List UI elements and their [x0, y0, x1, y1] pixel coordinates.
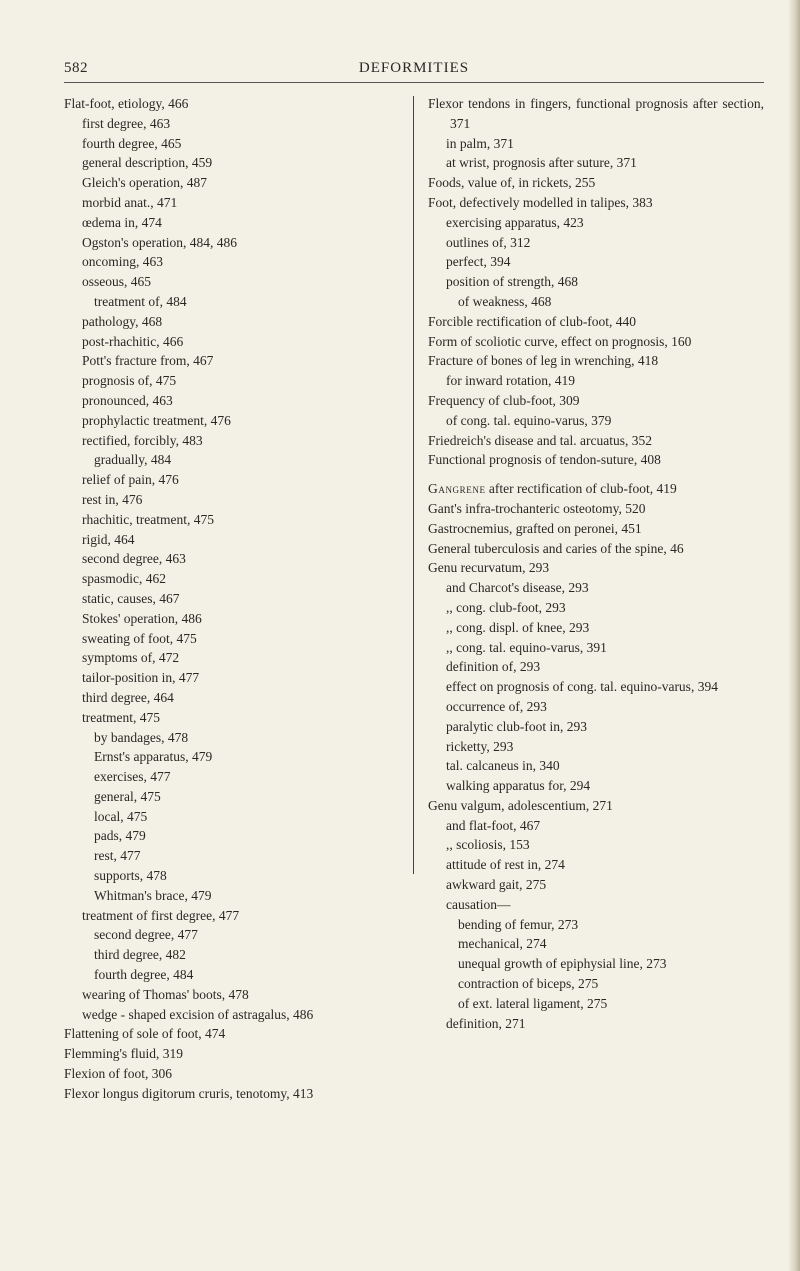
index-entry: fourth degree, 465: [82, 135, 182, 151]
index-entry: Flexor tendons in fingers, functional prognosis after section, 371: [428, 96, 764, 131]
index-entry: local, 475: [94, 808, 148, 824]
index-entry: Ernst's apparatus, 479: [94, 749, 213, 765]
index-entry: awkward gait, 275: [446, 877, 547, 893]
index-entry: tailor-position in, 477: [82, 670, 200, 686]
index-entry: and Charcot's disease, 293: [446, 580, 589, 596]
index-entry: pronounced, 463: [82, 392, 173, 408]
index-entry: causation—: [446, 896, 511, 912]
index-entry: Stokes' operation, 486: [82, 610, 202, 626]
index-entry: exercises, 477: [94, 769, 171, 785]
index-entry: of cong. tal. equino-varus, 379: [446, 412, 612, 428]
index-entry: osseous, 465: [82, 274, 152, 290]
index-entry: fourth degree, 484: [94, 967, 194, 983]
index-entry: of ext. lateral ligament, 275: [458, 995, 608, 1011]
index-entry: ,, cong. club-foot, 293: [446, 599, 566, 615]
index-entry: Flexion of foot, 306: [64, 1066, 172, 1082]
index-entry: ,, cong. tal. equino-varus, 391: [446, 639, 607, 655]
index-entry: general description, 459: [82, 155, 213, 171]
index-entry-text: after rectification of club-foot, 419: [485, 481, 677, 497]
index-entry: pathology, 468: [82, 313, 163, 329]
index-entry: [428, 479, 764, 499]
index-entry: unequal growth of epiphysial line, 273: [458, 956, 667, 972]
index-entry: General tuberculosis and caries of the spine, 46: [428, 540, 684, 556]
index-entry: walking apparatus for, 294: [446, 778, 591, 794]
index-entry: Functional prognosis of tendon-suture, 408: [428, 452, 661, 468]
index-entry: Foot, defectively modelled in talipes, 383: [428, 194, 653, 210]
index-entry: second degree, 477: [94, 927, 198, 943]
index-entry: supports, 478: [94, 868, 167, 884]
index-entry: Genu valgum, adolescentium, 271: [428, 797, 613, 813]
index-column-right: [428, 94, 764, 1033]
index-entry: for inward rotation, 419: [446, 373, 575, 389]
index-entry: relief of pain, 476: [82, 472, 179, 488]
index-entry: Flat-foot, etiology, 466: [64, 96, 189, 111]
index-entry: Genu recurvatum, 293: [428, 560, 550, 576]
index-entry: perfect, 394: [446, 254, 511, 270]
index-entry: Friedreich's disease and tal. arcuatus, 352: [428, 432, 652, 448]
index-entry: rigid, 464: [82, 531, 135, 547]
index-entry: prophylactic treatment, 476: [82, 412, 231, 428]
index-entry: post-rhachitic, 466: [82, 333, 184, 349]
index-heading-word: Gangrene: [428, 481, 486, 497]
index-entry: attitude of rest in, 274: [446, 857, 565, 873]
index-entry: Foods, value of, in rickets, 255: [428, 175, 596, 191]
index-entry: effect on prognosis of cong. tal. equino-varus, 394: [446, 679, 718, 695]
index-entry: oncoming, 463: [82, 254, 163, 270]
page-number: 582: [64, 60, 88, 76]
index-entry: Fracture of bones of leg in wrenching, 418: [428, 353, 659, 369]
index-entry: mechanical, 274: [458, 936, 547, 952]
index-entry: Gleich's operation, 487: [82, 175, 208, 191]
index-entry: symptoms of, 472: [82, 650, 180, 666]
index-entry: in palm, 371: [446, 135, 514, 151]
index-entry: Form of scoliotic curve, effect on prognosis, 160: [428, 333, 692, 349]
index-entry: ,, scoliosis, 153: [446, 837, 530, 853]
index-entry: exercising apparatus, 423: [446, 214, 584, 230]
index-entry: first degree, 463: [82, 115, 171, 131]
index-entry: Ogston's operation, 484, 486: [82, 234, 238, 250]
index-entry: Whitman's brace, 479: [94, 887, 212, 903]
index-entry: pads, 479: [94, 828, 146, 844]
index-entry: treatment of first degree, 477: [82, 907, 240, 923]
index-entry: morbid anat., 471: [82, 194, 178, 210]
index-entry: gradually, 484: [94, 452, 172, 468]
index-entry: Gant's infra-trochanteric osteotomy, 520: [428, 500, 646, 516]
index-entry: treatment, 475: [82, 709, 160, 725]
running-title: DEFORMITIES: [358, 60, 470, 76]
index-entry: treatment of, 484: [94, 293, 187, 309]
index-entry: outlines of, 312: [446, 234, 531, 250]
index-entry: ricketty, 293: [446, 738, 514, 754]
index-entry: spasmodic, 462: [82, 571, 166, 587]
index-column-left: [64, 94, 404, 1104]
index-entry: third degree, 482: [94, 947, 186, 963]
index-entry: œdema in, 474: [82, 214, 162, 230]
index-entry: rest, 477: [94, 848, 141, 864]
index-entry: Forcible rectification of club-foot, 440: [428, 313, 637, 329]
index-entry: Flexor longus digitorum cruris, tenotomy, 413: [64, 1085, 314, 1101]
index-entry: Gastrocnemius, grafted on peronei, 451: [428, 520, 642, 536]
index-entry: by bandages, 478: [94, 729, 189, 745]
index-entry: Flemming's fluid, 319: [64, 1046, 184, 1062]
index-entry: third degree, 464: [82, 689, 174, 705]
index-entry: at wrist, prognosis after suture, 371: [446, 155, 637, 171]
index-entry: occurrence of, 293: [446, 698, 547, 714]
column-divider: [413, 96, 414, 874]
index-entry: Frequency of club-foot, 309: [428, 392, 580, 408]
index-entry: definition of, 293: [446, 659, 541, 675]
index-entry: rectified, forcibly, 483: [82, 432, 203, 448]
index-entry: position of strength, 468: [446, 274, 578, 290]
page-header: [64, 60, 764, 83]
index-entry: second degree, 463: [82, 551, 186, 567]
index-entry: wearing of Thomas' boots, 478: [82, 986, 249, 1002]
index-entry: of weakness, 468: [458, 293, 552, 309]
index-entry: and flat-foot, 467: [446, 817, 541, 833]
index-entry: rest in, 476: [82, 491, 143, 507]
index-entry: general, 475: [94, 788, 161, 804]
index-entry: Pott's fracture from, 467: [82, 353, 214, 369]
index-entry: definition, 271: [446, 1015, 526, 1031]
index-entry: Flattening of sole of foot, 474: [64, 1026, 226, 1042]
index-entry: contraction of biceps, 275: [458, 976, 599, 992]
index-entry: prognosis of, 475: [82, 373, 177, 389]
page-edge: [788, 0, 800, 1271]
index-entry: paralytic club-foot in, 293: [446, 718, 587, 734]
index-entry: wedge - shaped excision of astragalus, 486: [82, 1006, 314, 1022]
index-entry: rhachitic, treatment, 475: [82, 511, 214, 527]
index-entry: bending of femur, 273: [458, 916, 579, 932]
index-entry: static, causes, 467: [82, 590, 180, 606]
index-entry: tal. calcaneus in, 340: [446, 758, 560, 774]
index-entry: ,, cong. displ. of knee, 293: [446, 619, 590, 635]
index-entry: sweating of foot, 475: [82, 630, 197, 646]
